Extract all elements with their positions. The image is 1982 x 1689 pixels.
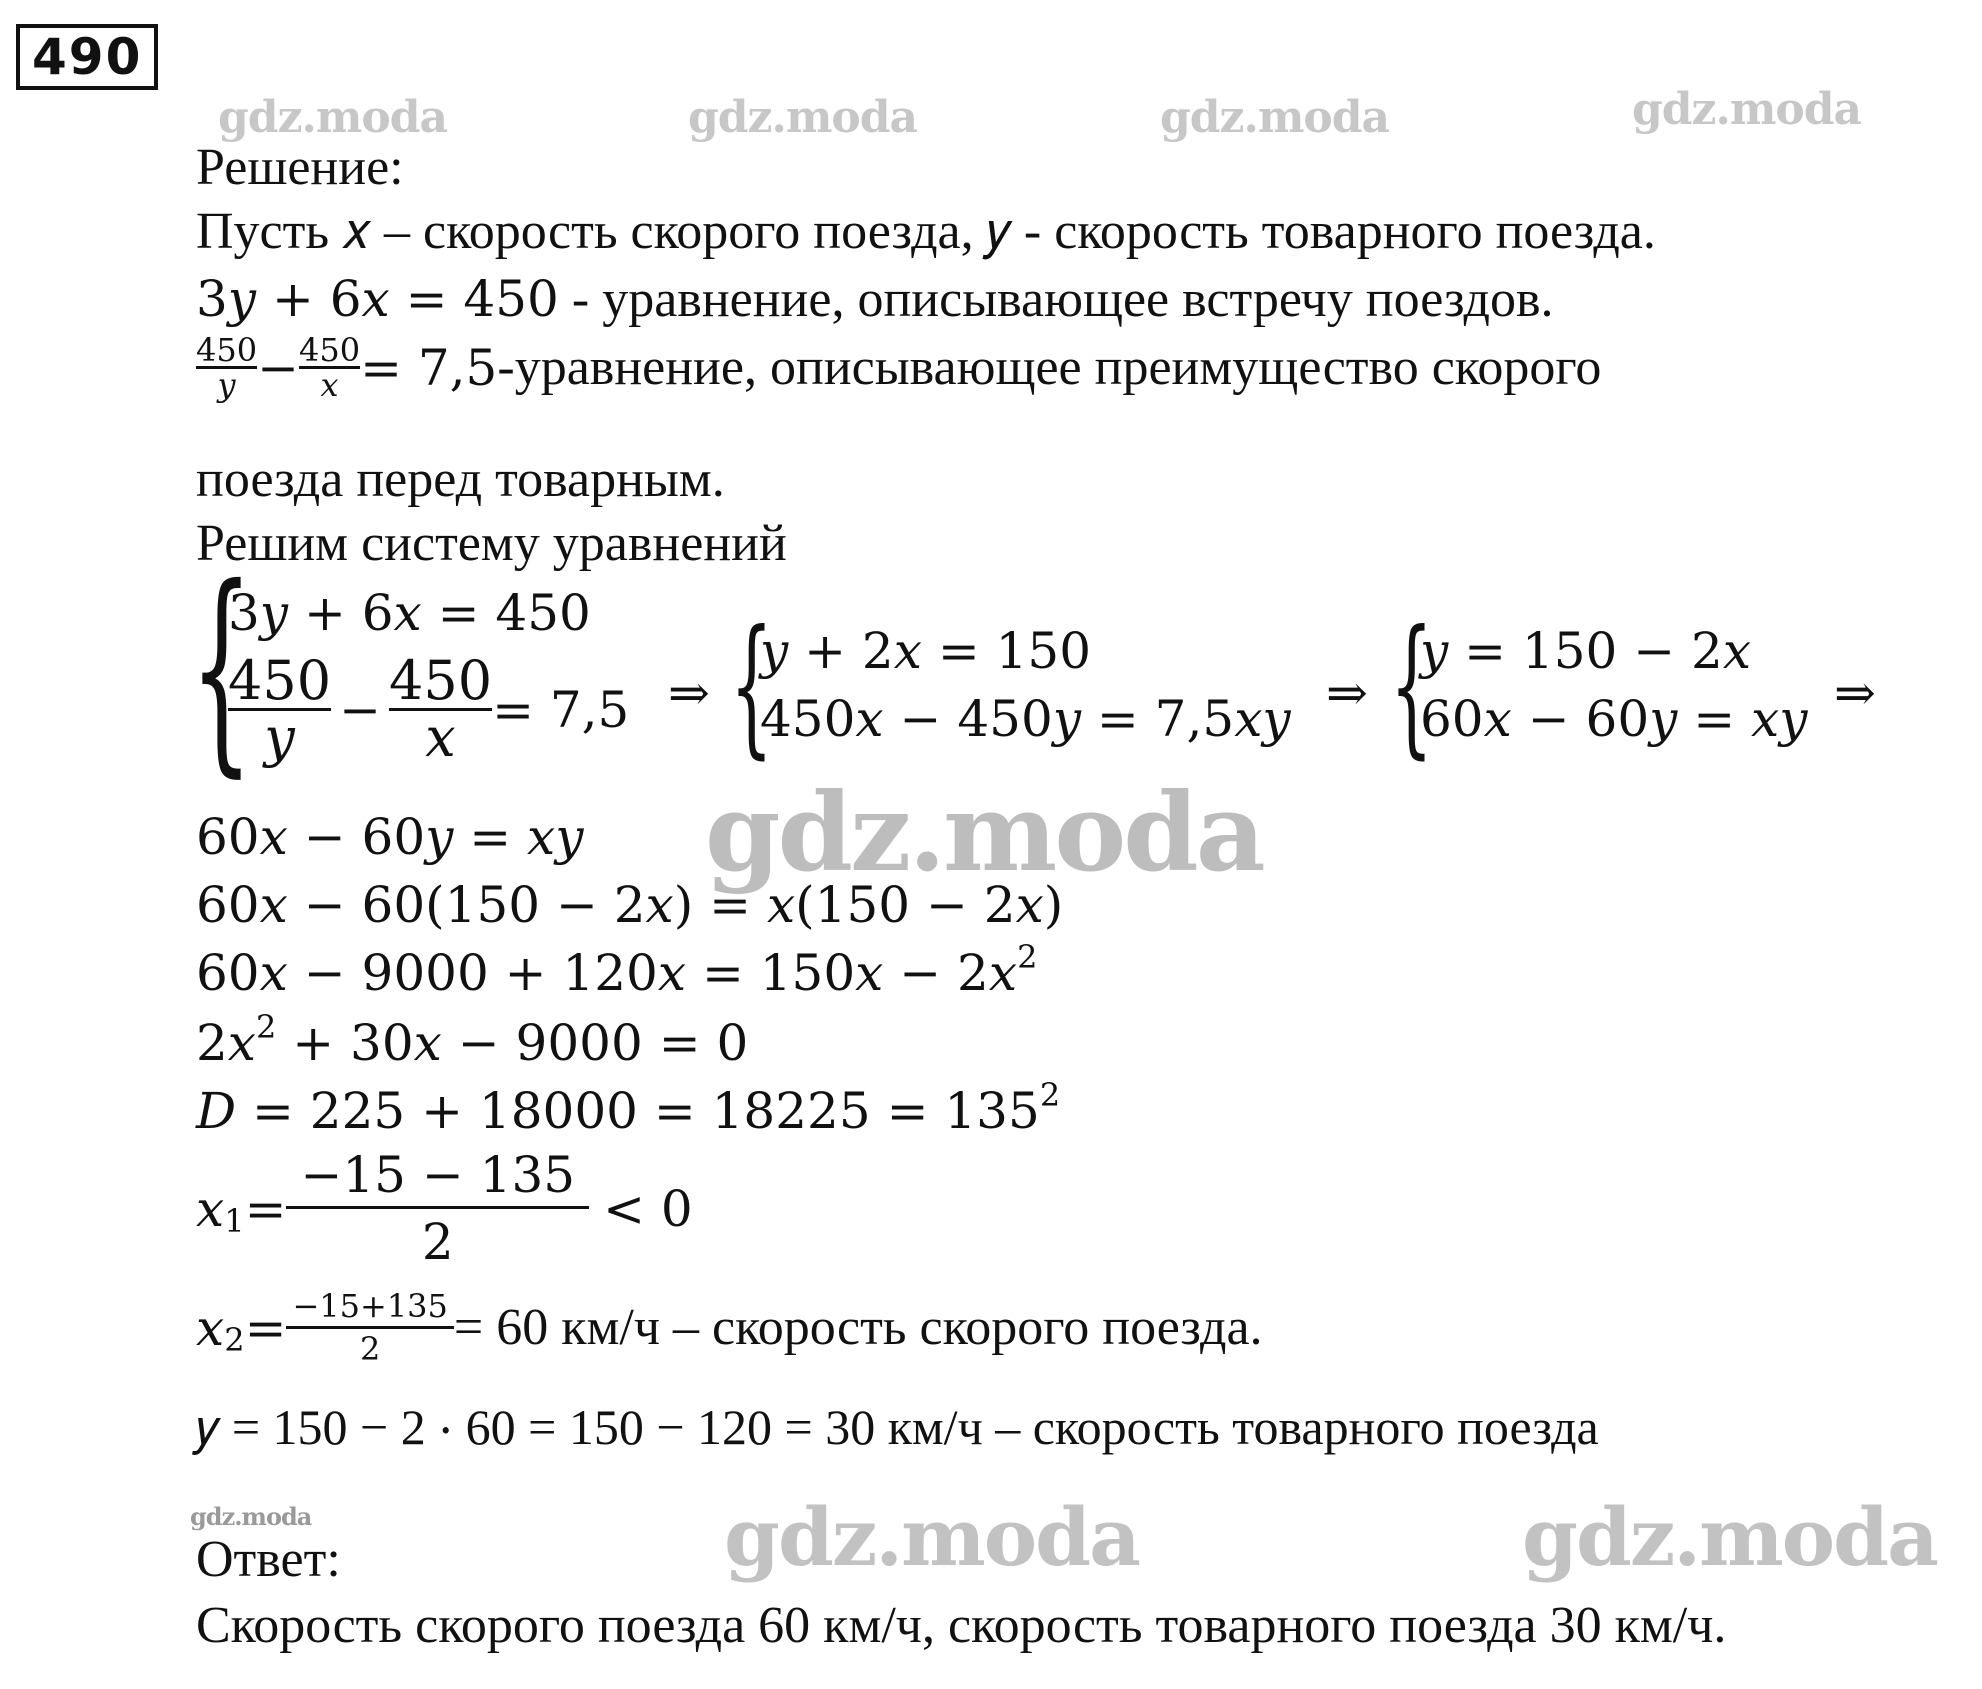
x2-result-text: = 60 км/ч – скорость скорого поезда. [453, 1298, 1263, 1356]
watermark: gdz.moda [724, 1490, 1139, 1584]
numerator: −15 − 135 [300, 1146, 576, 1204]
meeting-equation-text: - уравнение, описывающее встречу поездов. [558, 271, 1554, 328]
fraction-450-over-y [196, 331, 258, 404]
denominator: 𝑥 [299, 366, 360, 401]
x1-comparison: < 0 [603, 1179, 693, 1238]
left-brace: { [730, 599, 773, 773]
advantage-equation-text: -уравнение, описывающее преимущество скорого [497, 338, 1602, 396]
x1-variable: 𝑥 [196, 1179, 225, 1238]
system1-row1: 3𝑦 + 6𝑥 = 450 [228, 584, 591, 642]
watermark: gdz.moda [1160, 92, 1390, 143]
x1-fraction [286, 1146, 589, 1271]
step-line-4 [196, 1008, 749, 1072]
denominator: 2 [286, 1326, 453, 1365]
watermark: gdz.moda [218, 92, 448, 143]
denominator: 𝑥 [389, 708, 492, 765]
fraction-450-over-x [388, 649, 493, 769]
left-brace: { [1390, 599, 1433, 773]
step-3-expression: 60𝑥 − 9000 + 120𝑥 = 150𝑥 − 2𝑥 [196, 944, 1018, 1002]
step-4-rest: + 30𝑥 − 9000 = 0 [276, 1014, 749, 1072]
equals-sign: = [244, 1179, 287, 1238]
denominator: 2 [286, 1206, 589, 1267]
equals-sign: = [244, 1298, 287, 1357]
step-4-term: 2𝑥 [196, 1014, 257, 1072]
subscript: 2 [224, 1320, 245, 1359]
solution-heading: Решение: [196, 139, 404, 196]
text-line-continuation: поезда перед товарным. [196, 451, 725, 508]
watermark: gdz.moda [705, 770, 1263, 896]
step-line-3 [196, 938, 1038, 1002]
system2-row1: 𝑦 + 2𝑥 = 150 [760, 622, 1092, 680]
watermark: gdz.moda [190, 1502, 312, 1531]
implies-arrow: ⇒ [668, 664, 710, 722]
system1-row2 [228, 649, 630, 769]
watermark: gdz.moda [1522, 1490, 1937, 1584]
step-line-discriminant [196, 1076, 1061, 1140]
exponent: 2 [1039, 1076, 1061, 1114]
system3-row1: 𝑦 = 150 − 2𝑥 [1420, 622, 1752, 680]
root-x1-line [196, 1146, 693, 1271]
numerator: 450 [196, 331, 258, 369]
denominator: 𝑦 [196, 366, 257, 401]
numerator: 450 [298, 331, 361, 369]
subscript: 1 [224, 1201, 245, 1240]
watermark: gdz.moda [688, 92, 918, 143]
system2-row2: 450𝑥 − 450𝑦 = 7,5𝑥𝑦 [760, 690, 1291, 748]
equals-value: = 7,5 [360, 338, 498, 397]
numerator: 450 [388, 649, 493, 712]
text-line-solve-system: Решим систему уравнений [196, 515, 787, 572]
implies-arrow: ⇒ [1834, 664, 1876, 722]
root-x2-line [196, 1287, 1263, 1368]
step-line-1: 60𝑥 − 60𝑦 = 𝑥𝑦 [196, 808, 584, 866]
step-line-2: 60𝑥 − 60(150 − 2𝑥) = 𝑥(150 − 2𝑥) [196, 876, 1064, 934]
equals-value: = 7,5 [492, 680, 630, 739]
watermark: gdz.moda [1632, 84, 1862, 135]
implies-arrow: ⇒ [1326, 664, 1368, 722]
answer-label: Ответ: [196, 1531, 341, 1588]
text-line-meeting-equation [196, 270, 1554, 328]
text-line-advantage-equation [196, 331, 1602, 404]
x2-variable: 𝑥 [196, 1298, 225, 1357]
system3-row2: 60𝑥 − 60𝑦 = 𝑥𝑦 [1420, 690, 1808, 748]
fraction-450-over-y [228, 649, 332, 769]
text-line-definition: Пусть 𝑥 – скорость скорого поезда, 𝑦 - скорость товарного поезда. [196, 203, 1656, 260]
minus-sign: − [257, 338, 299, 397]
numerator: −15+135 [292, 1287, 448, 1325]
minus-sign: − [339, 680, 381, 739]
fraction-450-over-x [298, 331, 361, 404]
task-number-badge: 490 [16, 24, 158, 90]
numerator: 450 [228, 649, 332, 712]
x2-fraction [286, 1287, 453, 1368]
exponent: 2 [256, 1008, 277, 1046]
denominator: 𝑦 [228, 708, 331, 765]
discriminant-expression: 𝐷 = 225 + 18000 = 18225 = 135 [196, 1082, 1040, 1140]
y-result-line: 𝑦 = 150 − 2 ⋅ 60 = 150 − 120 = 30 км/ч – скорость товарного поезда [196, 1399, 1599, 1455]
answer-text: Скорость скорого поезда 60 км/ч, скорость товарного поезда 30 км/ч. [196, 1597, 1727, 1654]
left-brace: { [190, 540, 253, 796]
exponent: 2 [1017, 938, 1038, 976]
meeting-equation: 3𝑦 + 6𝑥 = 450 [196, 270, 559, 328]
